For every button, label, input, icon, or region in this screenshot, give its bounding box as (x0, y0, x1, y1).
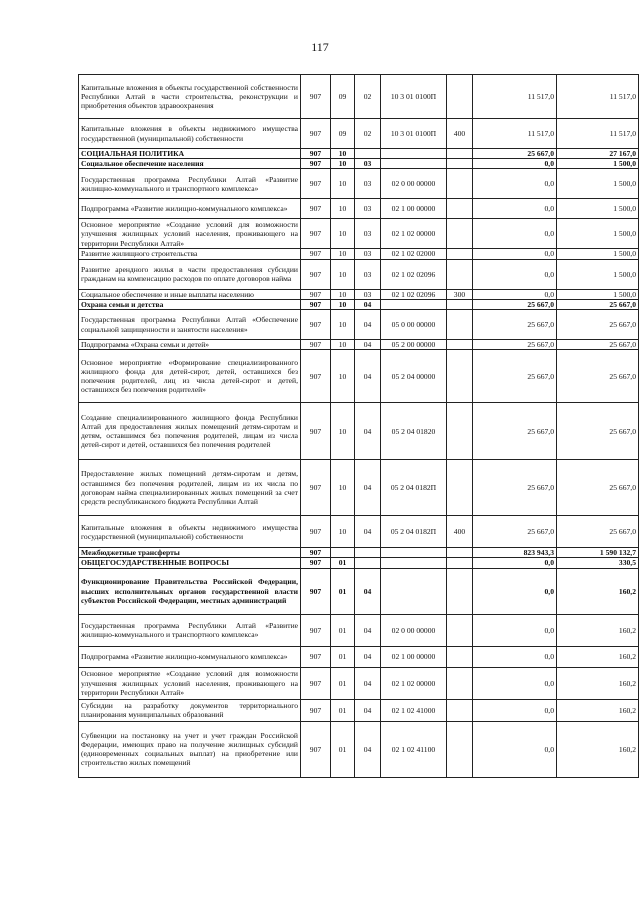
row-name: Охрана семьи и детства (79, 299, 301, 309)
row-sum-1: 0,0 (473, 721, 557, 777)
row-vr (447, 667, 473, 699)
table-row (79, 699, 639, 721)
row-pr: 04 (355, 646, 381, 667)
row-rz: 10 (331, 169, 355, 199)
row-gr: 907 (301, 516, 331, 548)
row-sum-2: 25 667,0 (557, 310, 639, 340)
row-sum-2: 1 500,0 (557, 289, 639, 299)
table-row (79, 289, 639, 299)
row-pr: 04 (355, 350, 381, 403)
row-sum-1: 823 943,3 (473, 548, 557, 558)
table-row (79, 558, 639, 568)
row-name: Капитальные вложения в объекты недвижимого имущества государственной (муниципальной) собственности (79, 516, 301, 548)
row-rz: 01 (331, 568, 355, 614)
row-sum-2: 1 500,0 (557, 249, 639, 259)
row-name: Субвенции на постановку на учет и учет граждан Российской Федерации, имеющих право на получение жилищных субсидий (единовременных социальных выплат) на приобретение или строительство жилых помещений (79, 721, 301, 777)
row-cs: 02 1 02 02096 (381, 289, 447, 299)
row-rz: 09 (331, 75, 355, 119)
table-row (79, 159, 639, 169)
table-row (79, 340, 639, 350)
row-rz: 10 (331, 310, 355, 340)
row-sum-2: 25 667,0 (557, 403, 639, 460)
row-name: Государственная программа Республики Алтай «Развитие жилищно-коммунального и транспортного комплекса» (79, 169, 301, 199)
row-vr (447, 219, 473, 249)
row-name: Развитие арендного жилья в части предоставления субсидии гражданам на компенсацию расходов по оплате договоров найма (79, 259, 301, 289)
row-sum-2: 1 500,0 (557, 159, 639, 169)
row-vr (447, 548, 473, 558)
table-row (79, 119, 639, 149)
row-vr (447, 310, 473, 340)
row-vr: 400 (447, 119, 473, 149)
table-row (79, 721, 639, 777)
row-rz: 01 (331, 614, 355, 646)
row-name: СОЦИАЛЬНАЯ ПОЛИТИКА (79, 149, 301, 159)
row-gr: 907 (301, 299, 331, 309)
table-row (79, 646, 639, 667)
row-cs (381, 299, 447, 309)
row-name: Социальное обеспечение и иные выплаты населению (79, 289, 301, 299)
row-name: Государственная программа Республики Алтай «Развитие жилищно-коммунального и транспортного комплекса» (79, 614, 301, 646)
row-rz: 10 (331, 299, 355, 309)
row-pr: 04 (355, 699, 381, 721)
row-gr: 907 (301, 667, 331, 699)
row-gr: 907 (301, 249, 331, 259)
row-vr (447, 558, 473, 568)
row-vr (447, 340, 473, 350)
row-sum-2: 330,5 (557, 558, 639, 568)
row-pr: 04 (355, 310, 381, 340)
row-pr: 03 (355, 219, 381, 249)
row-sum-2: 160,2 (557, 646, 639, 667)
row-gr: 907 (301, 289, 331, 299)
row-rz: 10 (331, 516, 355, 548)
row-pr: 02 (355, 75, 381, 119)
row-pr: 04 (355, 403, 381, 460)
table-row (79, 568, 639, 614)
row-cs: 10 3 01 0100П (381, 119, 447, 149)
row-vr (447, 149, 473, 159)
row-sum-2: 160,2 (557, 568, 639, 614)
row-name: Межбюджетные трансферты (79, 548, 301, 558)
row-pr: 04 (355, 340, 381, 350)
row-cs: 10 3 01 0100П (381, 75, 447, 119)
table-row (79, 548, 639, 558)
table-row (79, 259, 639, 289)
row-rz: 10 (331, 403, 355, 460)
row-name: Предоставление жилых помещений детям-сиротам и детям, оставшимся без попечения родителей, лицам из их числа по договорам найма специализированных жилых помещений за счет средств республиканского бюджета Республики Алтай (79, 460, 301, 516)
table-row (79, 199, 639, 219)
row-sum-1: 0,0 (473, 699, 557, 721)
row-rz: 10 (331, 460, 355, 516)
row-rz: 10 (331, 149, 355, 159)
row-sum-1: 0,0 (473, 249, 557, 259)
row-rz: 10 (331, 350, 355, 403)
row-sum-1: 0,0 (473, 169, 557, 199)
row-pr: 03 (355, 249, 381, 259)
row-gr: 907 (301, 558, 331, 568)
table-row (79, 516, 639, 548)
row-cs (381, 558, 447, 568)
row-gr: 907 (301, 149, 331, 159)
row-pr: 04 (355, 568, 381, 614)
row-vr (447, 403, 473, 460)
row-rz: 01 (331, 721, 355, 777)
row-pr: 04 (355, 460, 381, 516)
row-sum-2: 160,2 (557, 721, 639, 777)
row-rz (331, 548, 355, 558)
row-vr (447, 699, 473, 721)
row-pr (355, 558, 381, 568)
row-vr (447, 159, 473, 169)
table-row (79, 667, 639, 699)
row-cs: 02 0 00 00000 (381, 169, 447, 199)
table-row (79, 299, 639, 309)
row-cs (381, 568, 447, 614)
row-sum-2: 25 667,0 (557, 340, 639, 350)
row-cs: 02 1 00 00000 (381, 199, 447, 219)
row-pr: 03 (355, 259, 381, 289)
row-pr: 04 (355, 667, 381, 699)
row-pr (355, 548, 381, 558)
row-rz: 10 (331, 219, 355, 249)
row-gr: 907 (301, 119, 331, 149)
row-rz: 09 (331, 119, 355, 149)
row-sum-1: 25 667,0 (473, 299, 557, 309)
row-gr: 907 (301, 568, 331, 614)
row-cs: 02 1 02 00000 (381, 667, 447, 699)
row-name: ОБЩЕГОСУДАРСТВЕННЫЕ ВОПРОСЫ (79, 558, 301, 568)
row-pr: 04 (355, 299, 381, 309)
row-gr: 907 (301, 219, 331, 249)
row-sum-2: 160,2 (557, 614, 639, 646)
row-gr: 907 (301, 460, 331, 516)
row-name: Подпрограмма «Развитие жилищно-коммунального комплекса» (79, 646, 301, 667)
row-pr: 04 (355, 516, 381, 548)
row-vr (447, 646, 473, 667)
row-rz: 01 (331, 558, 355, 568)
table-row (79, 219, 639, 249)
row-gr: 907 (301, 646, 331, 667)
row-sum-1: 0,0 (473, 289, 557, 299)
row-sum-2: 11 517,0 (557, 119, 639, 149)
row-gr: 907 (301, 75, 331, 119)
row-vr (447, 721, 473, 777)
row-cs: 02 1 02 41000 (381, 699, 447, 721)
row-pr (355, 149, 381, 159)
table-row (79, 460, 639, 516)
row-name: Социальное обеспечение населения (79, 159, 301, 169)
row-gr: 907 (301, 403, 331, 460)
row-name: Создание специализированного жилищного фонда Республики Алтай для предоставления жилых помещений детям-сиротам и детям, оставшимся без попечения родителей, лицам из числа детей-сирот и детей, оставшихся без попечения родителей (79, 403, 301, 460)
row-vr (447, 169, 473, 199)
table-row (79, 249, 639, 259)
row-sum-2: 160,2 (557, 667, 639, 699)
row-sum-1: 0,0 (473, 259, 557, 289)
table-row (79, 310, 639, 340)
row-sum-2: 1 500,0 (557, 199, 639, 219)
row-gr: 907 (301, 259, 331, 289)
row-rz: 10 (331, 159, 355, 169)
row-rz: 10 (331, 259, 355, 289)
row-name: Основное мероприятие «Создание условий для возможности улучшения жилищных условий населения, проживающего на территории Республики Алтай» (79, 667, 301, 699)
row-cs: 05 2 04 01820 (381, 403, 447, 460)
row-name: Развитие жилищного строительства (79, 249, 301, 259)
row-cs: 02 1 02 02096 (381, 259, 447, 289)
row-pr: 03 (355, 169, 381, 199)
row-name: Подпрограмма «Охрана семьи и детей» (79, 340, 301, 350)
row-sum-1: 0,0 (473, 568, 557, 614)
row-name: Капитальные вложения в объекты государственной собственности Республики Алтай в части строительства, реконструкции и приобретения объектов здравоохранения (79, 75, 301, 119)
row-gr: 907 (301, 310, 331, 340)
row-sum-2: 25 667,0 (557, 460, 639, 516)
row-rz: 10 (331, 340, 355, 350)
row-vr (447, 259, 473, 289)
row-cs: 02 1 02 02000 (381, 249, 447, 259)
row-name: Основное мероприятие «Создание условий для возможности улучшения жилищных условий населения, проживающего на территории Республики Алтай» (79, 219, 301, 249)
row-vr (447, 75, 473, 119)
row-vr: 300 (447, 289, 473, 299)
row-cs (381, 149, 447, 159)
row-cs: 05 2 00 00000 (381, 340, 447, 350)
row-sum-2: 27 167,0 (557, 149, 639, 159)
row-pr: 03 (355, 199, 381, 219)
row-vr (447, 249, 473, 259)
row-cs: 02 1 00 00000 (381, 646, 447, 667)
row-rz: 01 (331, 646, 355, 667)
row-cs: 02 1 02 41100 (381, 721, 447, 777)
row-cs: 05 2 04 0182П (381, 516, 447, 548)
row-sum-2: 1 500,0 (557, 259, 639, 289)
row-cs: 02 1 02 00000 (381, 219, 447, 249)
row-name: Государственная программа Республики Алтай «Обеспечение социальной защищенности и занятости населения» (79, 310, 301, 340)
row-sum-1: 25 667,0 (473, 350, 557, 403)
row-gr: 907 (301, 614, 331, 646)
row-sum-2: 160,2 (557, 699, 639, 721)
row-gr: 907 (301, 169, 331, 199)
row-rz: 10 (331, 289, 355, 299)
row-vr: 400 (447, 516, 473, 548)
row-name: Капитальные вложения в объекты недвижимого имущества государственной (муниципальной) собственности (79, 119, 301, 149)
row-gr: 907 (301, 350, 331, 403)
row-cs: 05 2 04 00000 (381, 350, 447, 403)
row-name: Функционирование Правительства Российской Федерации, высших исполнительных органов государственной власти субъектов Российской Федерации, местных администраций (79, 568, 301, 614)
row-sum-1: 25 667,0 (473, 340, 557, 350)
table-row (79, 614, 639, 646)
row-rz: 10 (331, 199, 355, 219)
row-cs: 05 0 00 00000 (381, 310, 447, 340)
row-sum-2: 1 590 132,7 (557, 548, 639, 558)
row-gr: 907 (301, 721, 331, 777)
row-vr (447, 299, 473, 309)
budget-table (78, 74, 639, 778)
row-pr: 03 (355, 289, 381, 299)
table-row (79, 75, 639, 119)
row-sum-1: 25 667,0 (473, 460, 557, 516)
row-pr: 04 (355, 721, 381, 777)
page-number: 117 (311, 40, 329, 54)
row-pr: 03 (355, 159, 381, 169)
row-name: Основное мероприятие «Формирование специализированного жилищного фонда для детей-сирот, детей, оставшихся без попечения родителей, лиц из числа детей-сирот и детей, оставшихся без попечения родителей» (79, 350, 301, 403)
row-gr: 907 (301, 199, 331, 219)
row-sum-1: 0,0 (473, 219, 557, 249)
row-sum-1: 0,0 (473, 667, 557, 699)
row-sum-2: 1 500,0 (557, 219, 639, 249)
row-sum-1: 0,0 (473, 159, 557, 169)
row-sum-1: 11 517,0 (473, 119, 557, 149)
row-gr: 907 (301, 548, 331, 558)
row-sum-1: 0,0 (473, 199, 557, 219)
row-gr: 907 (301, 340, 331, 350)
row-sum-1: 0,0 (473, 558, 557, 568)
row-vr (447, 568, 473, 614)
row-cs (381, 548, 447, 558)
row-rz: 01 (331, 699, 355, 721)
row-sum-1: 25 667,0 (473, 403, 557, 460)
row-sum-1: 11 517,0 (473, 75, 557, 119)
row-cs: 02 0 00 00000 (381, 614, 447, 646)
table-row (79, 403, 639, 460)
row-sum-1: 0,0 (473, 646, 557, 667)
row-pr: 04 (355, 614, 381, 646)
table-row (79, 169, 639, 199)
table-row (79, 149, 639, 159)
row-name: Субсидии на разработку документов территориального планирования муниципальных образований (79, 699, 301, 721)
row-sum-2: 1 500,0 (557, 169, 639, 199)
table-row (79, 350, 639, 403)
row-vr (447, 614, 473, 646)
row-pr: 02 (355, 119, 381, 149)
row-rz: 01 (331, 667, 355, 699)
row-sum-2: 25 667,0 (557, 516, 639, 548)
row-sum-1: 25 667,0 (473, 149, 557, 159)
row-cs: 05 2 04 0182П (381, 460, 447, 516)
row-sum-2: 25 667,0 (557, 299, 639, 309)
row-gr: 907 (301, 159, 331, 169)
row-vr (447, 350, 473, 403)
row-gr: 907 (301, 699, 331, 721)
row-sum-2: 11 517,0 (557, 75, 639, 119)
row-cs (381, 159, 447, 169)
row-name: Подпрограмма «Развитие жилищно-коммунального комплекса» (79, 199, 301, 219)
row-sum-1: 25 667,0 (473, 516, 557, 548)
row-sum-1: 25 667,0 (473, 310, 557, 340)
row-vr (447, 460, 473, 516)
row-rz: 10 (331, 249, 355, 259)
row-sum-2: 25 667,0 (557, 350, 639, 403)
row-vr (447, 199, 473, 219)
row-sum-1: 0,0 (473, 614, 557, 646)
